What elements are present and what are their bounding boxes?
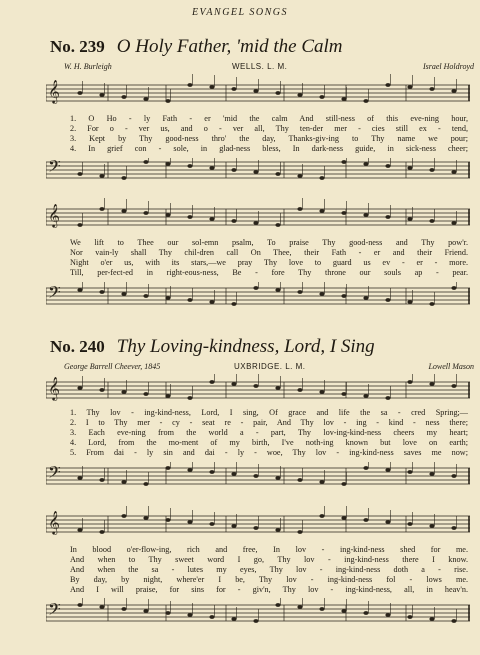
- svg-text:𝄞: 𝄞: [48, 512, 60, 535]
- svg-text:𝄢: 𝄢: [48, 464, 61, 487]
- tune-meter: WELLS. L. M.: [232, 62, 288, 71]
- lyric-line: 2. I to Thy mer - cy - seat re - pair, And Thy lov - ing - kind - ness there;: [70, 418, 468, 427]
- lyric-line: 3. Kept by Thy good-ness thro' the day, Thanks-giv-ing to Thy name we pour;: [70, 134, 468, 143]
- lyric-line: And when the sa - lutes my eyes, Thy lov - ing-kind-ness doth a - rise.: [70, 565, 468, 574]
- composer: Lowell Mason: [428, 362, 474, 371]
- lyric-line: 5. From dai - ly sin and dai - ly - woe, Thy lov - ing-kind-ness saves me now;: [70, 448, 468, 457]
- lyric-line: 1. Thy lov - ing-kind-ness, Lord, I sing, Of grace and life the sa - cred Spring;—: [70, 408, 468, 417]
- music-staff: [46, 74, 470, 112]
- svg-text:𝄢: 𝄢: [48, 284, 61, 307]
- hymn-number: No. 240: [50, 337, 105, 356]
- lyric-line: Till, per-fect-ed in right-eous-ness, Be - fore Thy throne our souls ap - pear.: [70, 268, 468, 277]
- lyric-line: Nor vain-ly shall Thy chil-dren call On Thee, their Fath - er and their Friend.: [70, 248, 468, 257]
- hymn-title: O Holy Father, 'mid the Calm: [116, 36, 343, 57]
- svg-text:𝄞: 𝄞: [48, 81, 60, 104]
- running-head: EVANGEL SONGS: [191, 7, 289, 18]
- lyric-line: 4. Lord, from the mo-ment of my birth, I've noth-ing known but love on earth;: [70, 438, 468, 447]
- hymn-number: No. 239: [50, 37, 105, 56]
- lyric-line: In blood o'er-flow-ing, rich and free, In lov - ing-kind-ness shed for me.: [70, 545, 468, 554]
- author: George Barrell Cheever, 1845: [64, 362, 161, 371]
- music-staff: [46, 374, 470, 406]
- svg-text:𝄞: 𝄞: [48, 205, 60, 228]
- music-staff: [46, 282, 470, 310]
- author: W. H. Burleigh: [64, 62, 112, 71]
- svg-text:𝄢: 𝄢: [48, 601, 61, 624]
- lyric-line: 3. Each eve-ning from the world a - part, Thy lov-ing-kind-ness cheers my heart;: [70, 428, 468, 437]
- svg-text:𝄞: 𝄞: [48, 378, 60, 401]
- music-staff: [46, 506, 470, 542]
- music-staff: [46, 462, 470, 490]
- hymn-240-heading: [50, 336, 470, 362]
- svg-text:𝄢: 𝄢: [48, 158, 61, 181]
- lyric-line: 2. For o - ver us, and o - ver all, Thy ten-der mer - cies still ex - tend,: [70, 124, 468, 133]
- music-staff: [46, 158, 470, 182]
- music-staff: [46, 598, 470, 628]
- lyric-line: By day, by night, where'er I be, Thy lov - ing-kind-ness fol - lows me.: [70, 575, 468, 584]
- lyric-line: And when to Thy sweet word I go, Thy lov - ing-kind-ness there I know.: [70, 555, 468, 564]
- lyric-line: We lift to Thee our sol-emn psalm, To praise Thy good-ness and Thy pow'r.: [70, 238, 468, 247]
- composer: Israel Holdroyd: [422, 62, 474, 71]
- lyric-line: 1. O Ho - ly Fath - er 'mid the calm And still-ness of this eve-ning hour,: [70, 114, 468, 123]
- lyric-line: Night o'er us, with its stars,—we pray Thy love to guard us ev - er - more.: [70, 258, 468, 267]
- lyric-line: And I will praise, for sins for - giv'n, Thy lov - ing-kind-ness, all, in heav'n.: [70, 585, 468, 594]
- lyric-line: 4. In grief con - sole, in glad-ness bless, In dark-ness guide, in sick-ness cheer;: [70, 144, 468, 153]
- tune-meter: UXBRIDGE. L. M.: [234, 362, 306, 371]
- music-staff: [46, 198, 470, 236]
- hymn-239-heading: [50, 36, 470, 62]
- hymn-title: Thy Loving-kindness, Lord, I Sing: [116, 336, 375, 357]
